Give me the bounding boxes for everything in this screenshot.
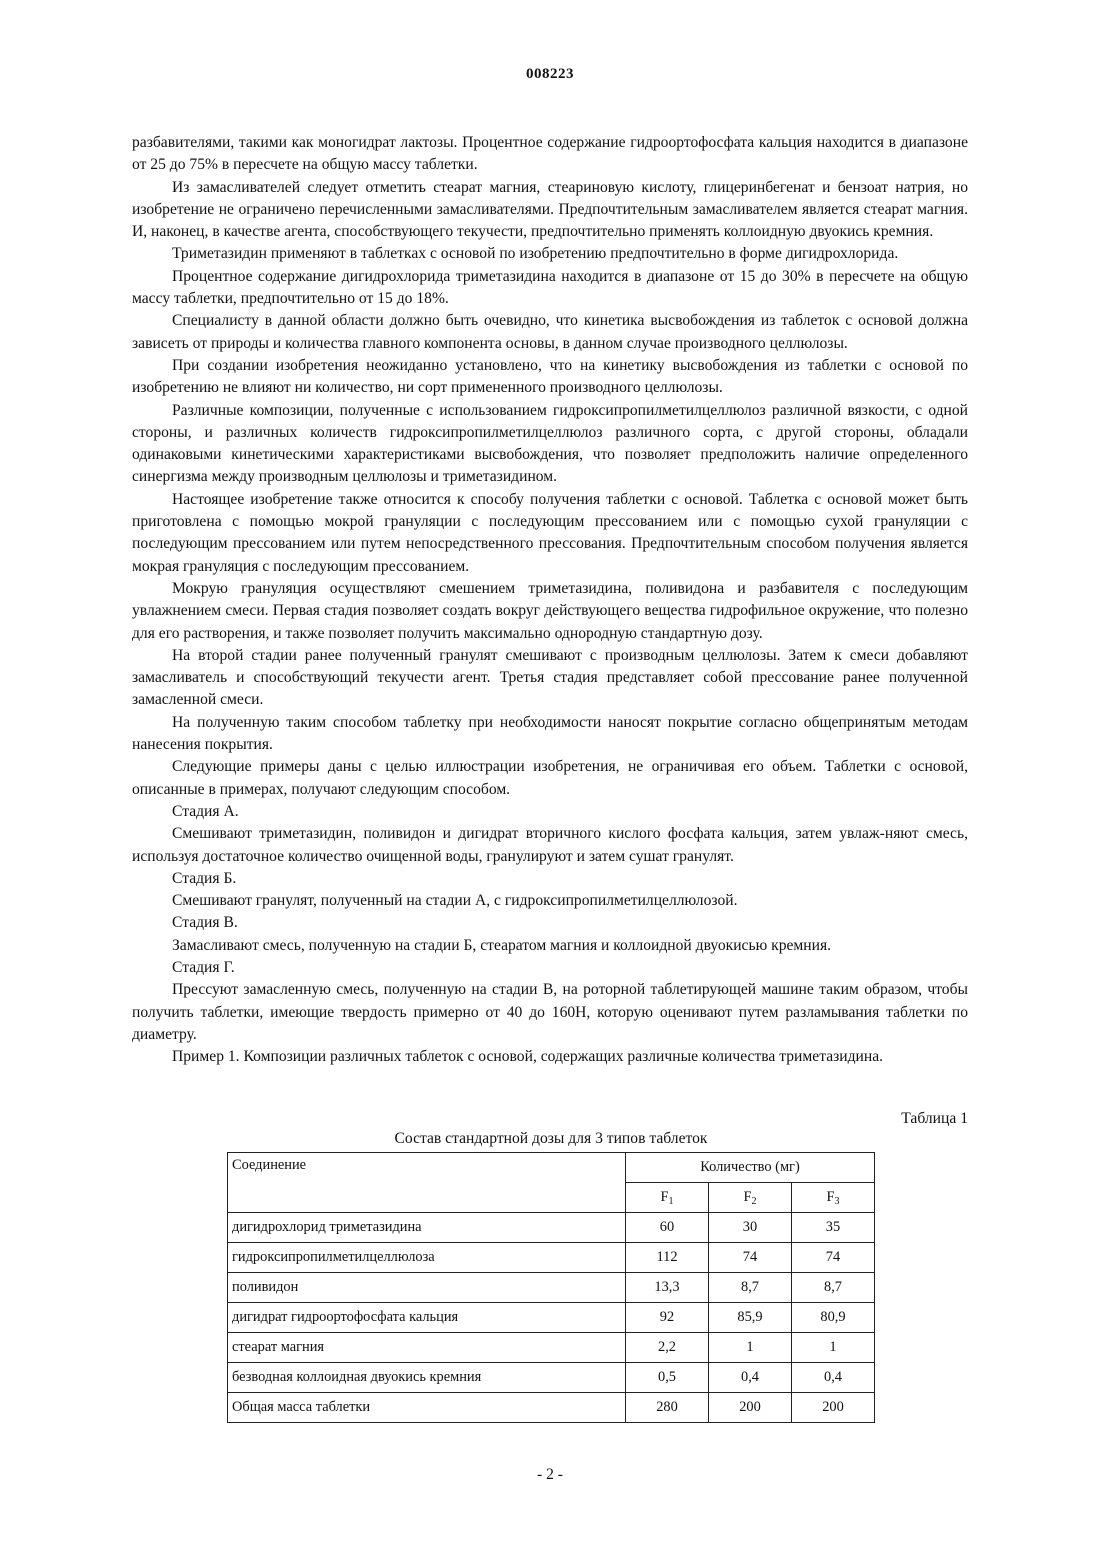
quantity-cell: 2,2 — [626, 1333, 709, 1363]
column-header-compound: Соединение — [228, 1153, 626, 1213]
compound-name: поливидон — [228, 1273, 626, 1303]
quantity-cell: 85,9 — [709, 1303, 792, 1333]
table-row — [228, 1393, 875, 1423]
quantity-cell: 112 — [626, 1243, 709, 1273]
paragraph: Стадия А. — [172, 802, 239, 820]
paragraph: Прессуют замасленную смесь, полученную на стадии В, на роторной таблетирующей машине таким образом, чтобы получить таблетки, имеющие твердость примерно от 40 до 160Н, которую оценивают путем разламывания таблетки по диаметру. — [132, 981, 968, 1043]
compound-name: Общая масса таблетки — [228, 1393, 626, 1423]
compound-name: гидроксипропилметилцеллюлоза — [228, 1243, 626, 1273]
quantity-cell: 200 — [792, 1393, 875, 1423]
paragraph: Замасливают смесь, полученную на стадии Б, стеаратом магния и коллоидной двуокисью кремния. — [172, 936, 832, 954]
paragraph: При создании изобретения неожиданно установлено, что на кинетику высвобождения из таблетки с основой по изобретению не влияют ни количество, ни сорт примененного производного целлюлозы. — [132, 356, 968, 397]
quantity-cell: 74 — [792, 1243, 875, 1273]
formulation-header: $F_1$ — [626, 1183, 709, 1213]
table-label: Таблица 1 — [901, 1110, 968, 1127]
table-row — [228, 1333, 875, 1363]
quantity-cell: 1 — [709, 1333, 792, 1363]
paragraph: Следующие примеры даны с целью иллюстрации изобретения, не ограничивая его объем. Таблетки с основой, описанные в примерах, получают следующим способом. — [132, 758, 968, 798]
paragraph: разбавителями, такими как моногидрат лактозы. Процентное содержание гидроортофосфата кальция находится в диапазоне от 25 до 75% в пересчете на общую массу таблетки. — [132, 134, 968, 174]
paragraph: Различные композиции, полученные с использованием гидроксипропилметилцеллюлоз различной вязкости, с одной стороны, и различных количеств гидроксипропилметилцеллюлоз различного сорта, с другой стороны, обладали одинаковыми кинетическими характеристиками высвобождения, что позволяет предположить наличие определенного синергизма между производным целлюлозы и триметазидином. — [132, 401, 968, 486]
table-row — [228, 1303, 875, 1333]
paragraph: На второй стадии ранее полученный гранулят смешивают с производным целлюлозы. Затем к смеси добавляют замасливатель и способствующий текучести агент. Третья стадия представляет собой прессование ранее полученной замасленной смеси. — [132, 646, 968, 709]
compound-name: дигидрат гидроортофосфата кальция — [228, 1303, 626, 1333]
formulation-header: $F_3$ — [792, 1183, 875, 1213]
paragraph: Стадия Б. — [172, 869, 237, 887]
table-caption: Состав стандартной дозы для 3 типов таблеток — [394, 1130, 708, 1147]
quantity-cell: 0,4 — [709, 1363, 792, 1393]
quantity-cell: 35 — [792, 1213, 875, 1243]
paragraph: Смешивают триметазидин, поливидон и дигидрат вторичного кислого фосфата кальция, затем увлаж-няют смесь, используя достаточное количество очищенной воды, гранулируют и затем сушат гранулят. — [132, 825, 968, 865]
paragraph: Настоящее изобретение также относится к способу получения таблетки с основой. Таблетка с основой может быть приготовлена с помощью мокрой грануляции с последующим прессованием или с помощью сухой грануляции с последующим прессованием или путем непосредственного прессования. Предпочтительным способом получения является мокрая грануляция с последующим прессованием. — [132, 490, 968, 575]
compound-name: стеарат магния — [228, 1333, 626, 1363]
quantity-cell: 280 — [626, 1393, 709, 1423]
document-number: 008223 — [526, 66, 574, 82]
paragraph: Процентное содержание дигидрохлорида триметазидина находится в диапазоне от 15 до 30% в пересчете на общую массу таблетки, предпочтительно от 15 до 18%. — [132, 267, 968, 308]
composition-table — [227, 1152, 875, 1423]
column-header-quantity: Количество (мг) — [626, 1153, 875, 1183]
table-row — [228, 1363, 875, 1393]
compound-name: дигидрохлорид триметазидина — [228, 1213, 626, 1243]
table-row — [228, 1273, 875, 1303]
table-row — [228, 1213, 875, 1243]
body-text — [132, 132, 968, 1068]
paragraph: Мокрую грануляция осуществляют смешением триметазидина, поливидона и разбавителя с последующим увлажнением смеси. Первая стадия позволяет создать вокруг действующего вещества гидрофильное окружение, что полезно для его растворения, и также позволяет получить максимально однородную стандартную дозу. — [132, 579, 968, 642]
quantity-cell: 0,4 — [792, 1363, 875, 1393]
paragraph: Из замасливателей следует отметить стеарат магния, стеариновую кислоту, глицеринбегенат и бензоат натрия, но изобретение не ограничено перечисленными замасливателями. Предпочтительным замасливателем является стеарат магния. И, наконец, в качестве агента, способствующего текучести, предпочтительно применять коллоидную двуокись кремния. — [132, 178, 968, 241]
quantity-cell: 8,7 — [792, 1273, 875, 1303]
quantity-cell: 200 — [709, 1393, 792, 1423]
paragraph: На полученную таким способом таблетку при необходимости наносят покрытие согласно общепринятым методам нанесения покрытия. — [132, 713, 968, 754]
table-row — [228, 1243, 875, 1273]
paragraph: Смешивают гранулят, полученный на стадии А, с гидроксипропилметилцеллюлозой. — [172, 892, 738, 910]
quantity-cell: 30 — [709, 1213, 792, 1243]
paragraph: Стадия Г. — [172, 958, 235, 976]
paragraph: Триметазидин применяют в таблетках с основой по изобретению предпочтительно в форме дигидрохлорида. — [172, 245, 899, 263]
table-header-row — [228, 1153, 875, 1183]
page-number: - 2 - — [537, 1466, 563, 1483]
paragraph: Стадия В. — [172, 914, 238, 932]
quantity-cell: 0,5 — [626, 1363, 709, 1393]
quantity-cell: 74 — [709, 1243, 792, 1273]
quantity-cell: 8,7 — [709, 1273, 792, 1303]
quantity-cell: 80,9 — [792, 1303, 875, 1333]
paragraph: Пример 1. Композиции различных таблеток с основой, содержащих различные количества триметазидина. — [172, 1048, 884, 1066]
quantity-cell: 60 — [626, 1213, 709, 1243]
formulation-header: $F_2$ — [709, 1183, 792, 1213]
quantity-cell: 1 — [792, 1333, 875, 1363]
paragraph: Специалисту в данной области должно быть очевидно, что кинетика высвобождения из таблеток с основой должна зависеть от природы и количества главного компонента основы, в данном случае производного целлюлозы. — [132, 312, 968, 352]
quantity-cell: 92 — [626, 1303, 709, 1333]
compound-name: безводная коллоидная двуокись кремния — [228, 1363, 626, 1393]
quantity-cell: 13,3 — [626, 1273, 709, 1303]
